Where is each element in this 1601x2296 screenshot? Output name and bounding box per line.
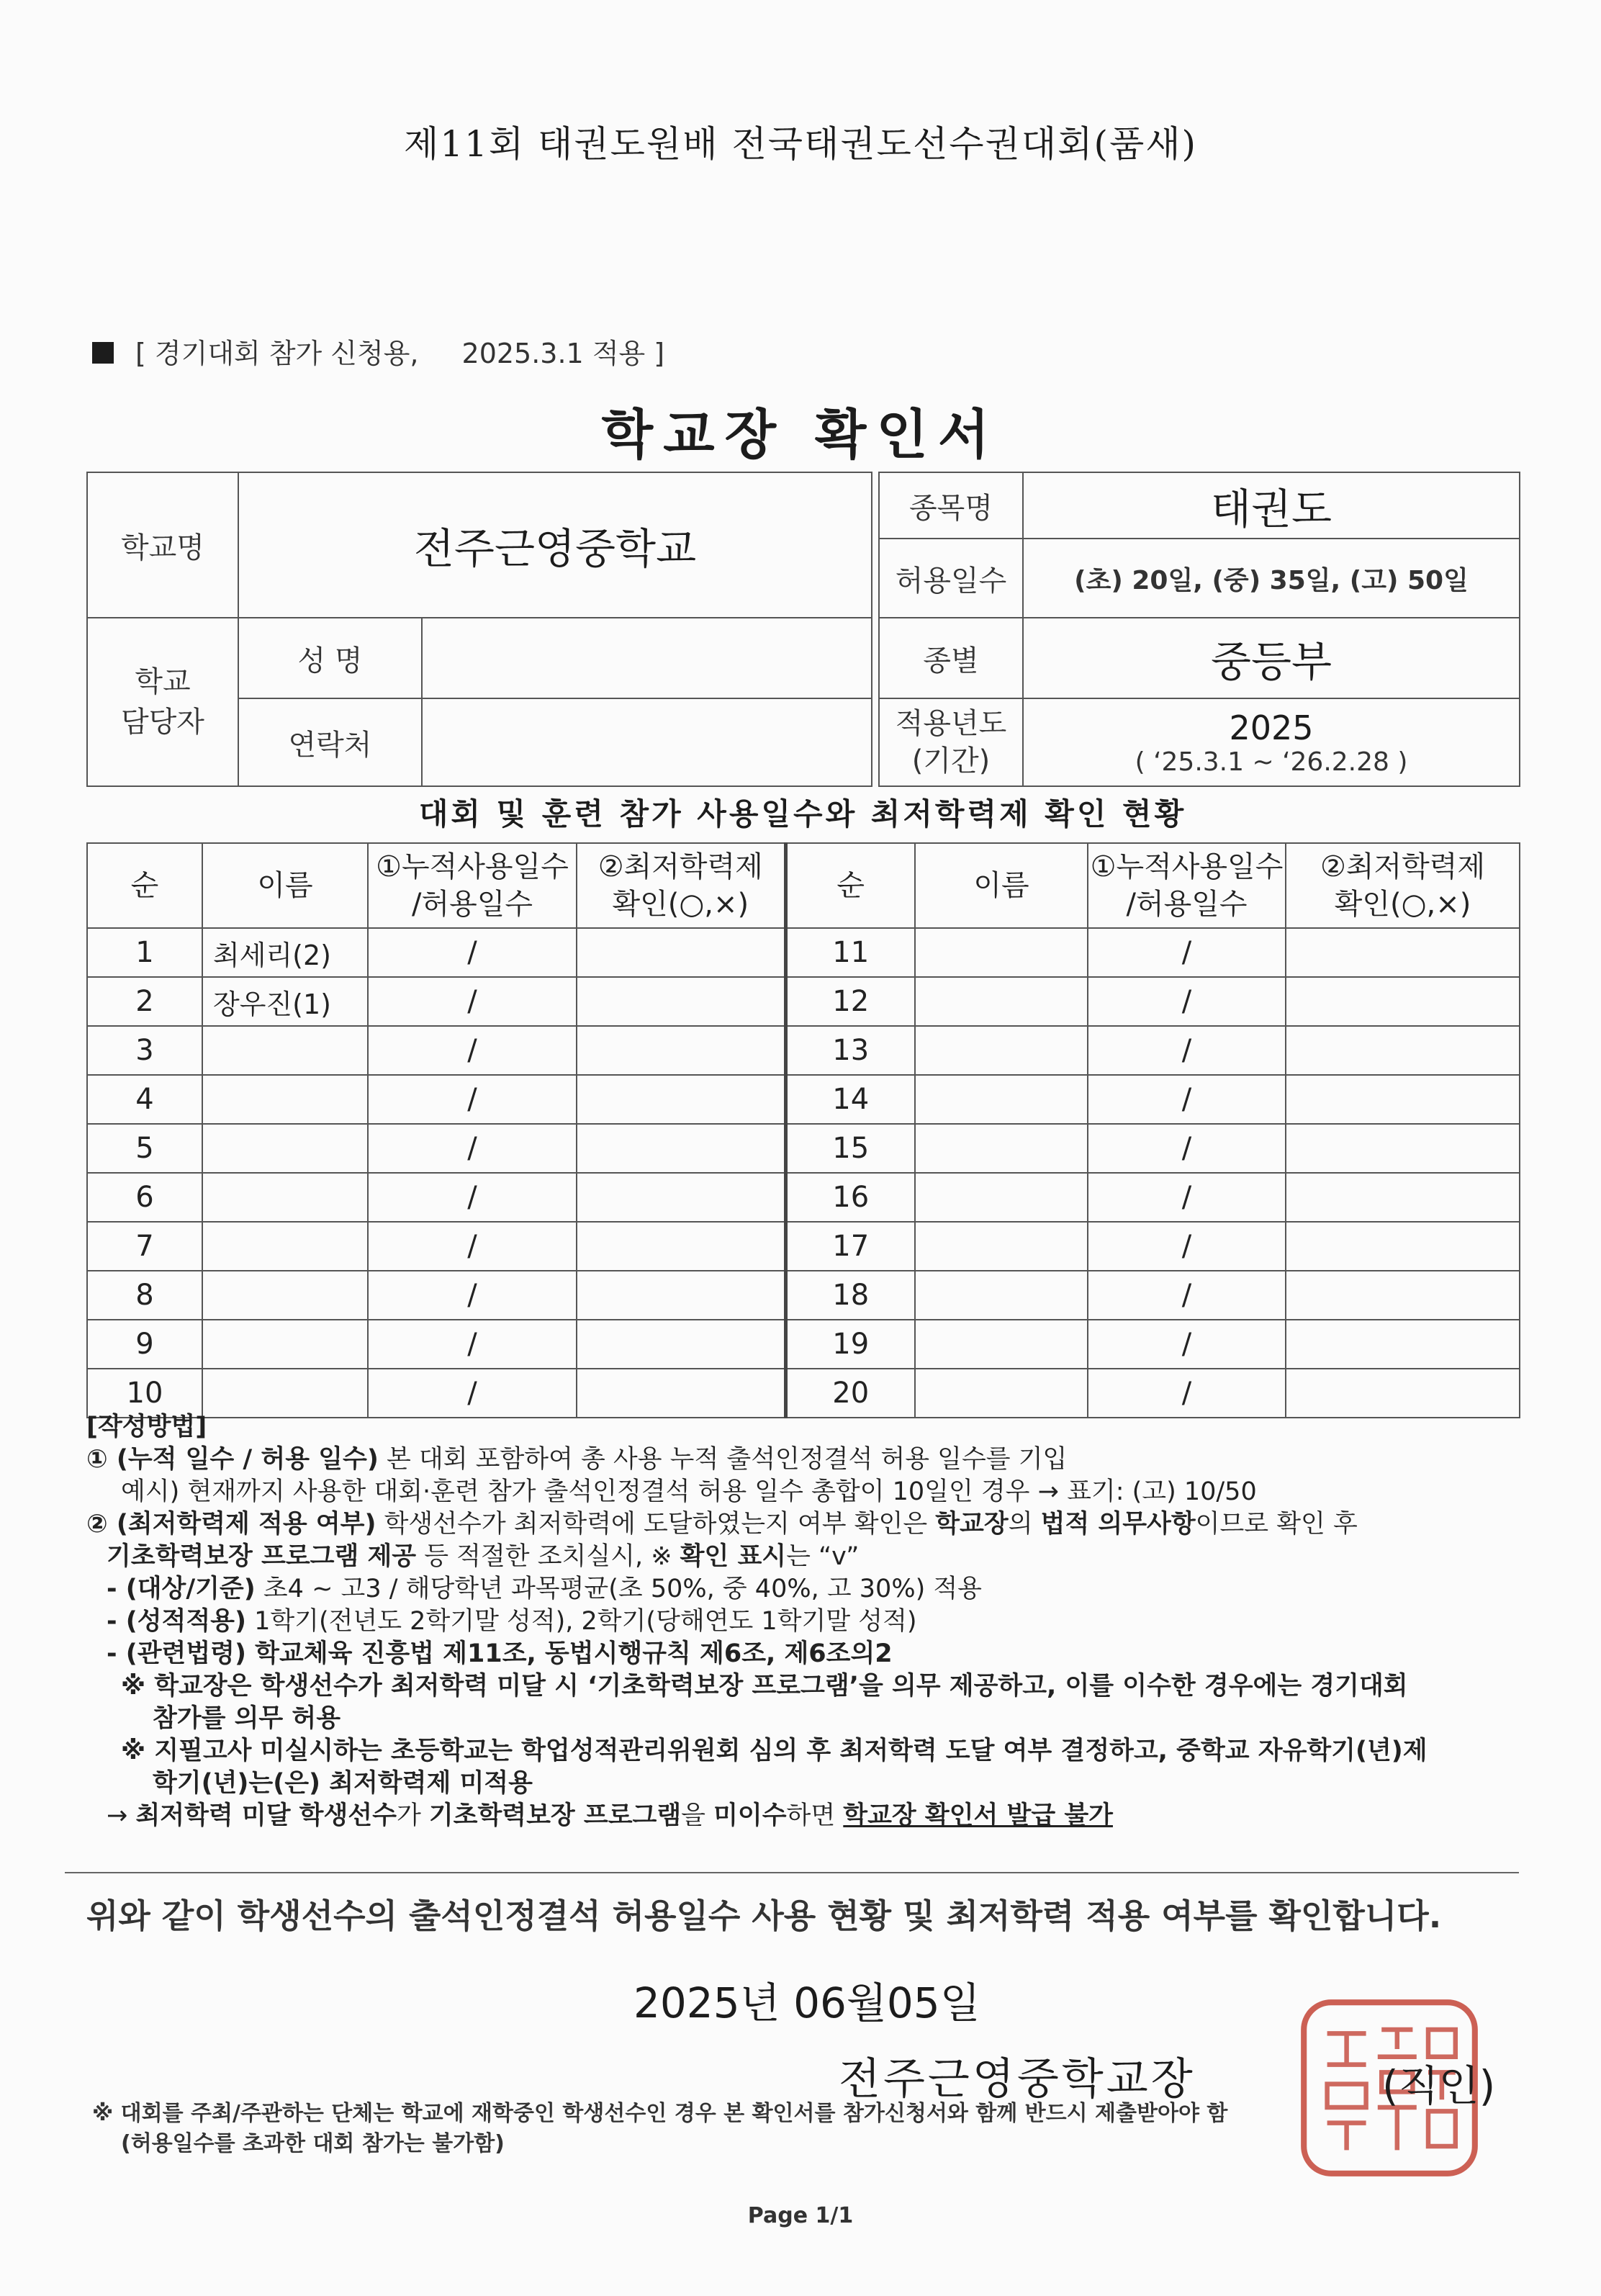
cell-academic[interactable] [1286, 1026, 1520, 1075]
cell-name[interactable]: 최세리(2) [202, 928, 368, 977]
contact-value[interactable] [422, 698, 872, 786]
table-row [87, 1075, 1520, 1124]
item2-bold: 학교장 [935, 1510, 1009, 1539]
cell-days[interactable]: / [1088, 1320, 1286, 1369]
item2-title: ② (최저학력제 적용 여부) [86, 1510, 376, 1539]
seal-label: (직인) [1382, 2061, 1496, 2110]
school-info-table [86, 472, 1520, 787]
cell-days[interactable]: / [1088, 977, 1286, 1026]
cell-name[interactable] [202, 1173, 368, 1222]
cell-no: 6 [87, 1173, 202, 1222]
cell-academic[interactable] [1286, 1369, 1520, 1418]
cell-name[interactable] [915, 977, 1088, 1026]
category-value: 중등부 [1023, 618, 1520, 698]
item2-text: 학생선수가 최저학력에 도달하였는지 여부 확인은 [376, 1510, 936, 1539]
cell-days[interactable]: / [368, 1124, 577, 1173]
target-text: 초4 ~ 고3 / 해당학년 과목평균(초 50%, 중 40%, 고 30%) 적용 [255, 1575, 982, 1603]
item2-bold: 법적 의무사항 [1040, 1510, 1196, 1539]
cell-name[interactable] [915, 1271, 1088, 1320]
allowed-days-label: 허용일수 [879, 539, 1023, 618]
table-row [87, 1320, 1520, 1369]
cell-name[interactable] [915, 1173, 1088, 1222]
arrow-text: 기초학력보장 프로그램 [428, 1801, 682, 1830]
cell-no: 4 [87, 1075, 202, 1124]
cell-days[interactable]: / [1088, 1369, 1286, 1418]
cell-days[interactable]: / [368, 1173, 577, 1222]
manager-label: 학교 담당자 [87, 618, 238, 786]
header-no: 순 [785, 843, 915, 928]
status-caption: 대회 및 훈련 참가 사용일수와 최저학력제 확인 현황 [418, 796, 1187, 832]
arrow-text: 을 [681, 1801, 714, 1830]
header-name: 이름 [915, 843, 1088, 928]
school-name-value: 전주근영중학교 [238, 472, 872, 618]
table-row [87, 1124, 1520, 1173]
table-row [87, 1026, 1520, 1075]
item1-text: 본 대회 포함하여 총 사용 누적 출석인정결석 허용 일수를 기입 [378, 1445, 1068, 1474]
cell-days[interactable]: / [368, 977, 577, 1026]
name-value[interactable] [422, 618, 872, 698]
cell-academic[interactable] [1286, 1124, 1520, 1173]
arrow-text: 가 [396, 1801, 429, 1830]
cell-academic[interactable] [577, 1075, 785, 1124]
cell-name[interactable] [915, 1320, 1088, 1369]
law-title: - (관련법령) [107, 1639, 246, 1668]
allowed-days-value: (초) 20일, (중) 35일, (고) 50일 [1023, 539, 1520, 618]
cell-name[interactable] [915, 928, 1088, 977]
header-days: ①누적사용일수 /허용일수 [1088, 843, 1286, 928]
school-name-label: 학교명 [87, 472, 238, 618]
header-name: 이름 [202, 843, 368, 928]
cell-academic[interactable] [577, 1369, 785, 1418]
principal-name: 전주근영중학교장 [839, 2054, 1196, 2104]
header-academic: ②최저학력제 확인(○,×) [577, 843, 785, 928]
cell-academic[interactable] [1286, 1271, 1520, 1320]
cell-name[interactable] [202, 1026, 368, 1075]
cell-no: 5 [87, 1124, 202, 1173]
cell-no: 19 [785, 1320, 915, 1369]
cell-name[interactable] [202, 1075, 368, 1124]
target-title: - (대상/기준) [107, 1575, 256, 1603]
sport-label: 종목명 [879, 472, 1023, 539]
category-label: 종별 [879, 618, 1023, 698]
header-no: 순 [87, 843, 202, 928]
cell-academic[interactable] [577, 1271, 785, 1320]
roster-header-row [87, 843, 1520, 928]
instructions-heading: [작성방법] [86, 1413, 207, 1441]
cell-days[interactable]: / [368, 1320, 577, 1369]
note2-line2: 학기(년)는(은) 최저학력제 미적용 [153, 1769, 533, 1798]
roster-table [86, 842, 1520, 1418]
cell-days[interactable]: / [368, 1222, 577, 1271]
cell-academic[interactable] [1286, 1075, 1520, 1124]
grade-title: - (성적적용) [107, 1607, 246, 1636]
cell-no: 13 [785, 1026, 915, 1075]
arrow-text: 최저학력 미달 학생선수 [135, 1801, 397, 1830]
square-bullet-icon [92, 342, 114, 364]
cell-days[interactable]: / [1088, 1026, 1286, 1075]
contact-label: 연락처 [238, 698, 422, 786]
issue-date: 2025년 06월05일 [633, 1978, 980, 2027]
period-value: ( ‘25.3.1 ~ ‘26.2.28 ) [1135, 747, 1408, 777]
cell-name[interactable] [202, 1320, 368, 1369]
note1-line2: 참가를 의무 허용 [153, 1704, 341, 1733]
table-row [87, 1222, 1520, 1271]
cell-academic[interactable] [1286, 928, 1520, 977]
cell-no: 16 [785, 1173, 915, 1222]
note1-line1: ※ 학교장은 학생선수가 최저학력 미달 시 ‘기초학력보장 프로그램’을 의무 제공하고, 이를 이수한 경우에는 경기대회 [121, 1672, 1408, 1701]
cell-academic[interactable] [577, 1124, 785, 1173]
sport-value: 태권도 [1023, 472, 1520, 539]
cell-days[interactable]: / [1088, 1271, 1286, 1320]
cell-academic[interactable] [1286, 1320, 1520, 1369]
cell-no: 18 [785, 1271, 915, 1320]
note2-line1: ※ 지필고사 미실시하는 초등학교는 학업성적관리위원회 심의 후 최저학력 도달 여부 결정하고, 중학교 자유학기(년)제 [121, 1737, 1428, 1765]
footnote [92, 2099, 1532, 2159]
page-number: Page 1/1 [747, 2203, 854, 2228]
item2-line2-bold: 기초학력보장 프로그램 제공 [107, 1542, 417, 1571]
cell-name[interactable] [202, 1369, 368, 1418]
cell-days[interactable]: / [1088, 1075, 1286, 1124]
law-text: 학교체육 진흥법 제11조, 동법시행규칙 제6조, 제6조의2 [245, 1639, 893, 1668]
cell-academic[interactable] [577, 1222, 785, 1271]
cell-no: 1 [87, 928, 202, 977]
cell-name[interactable]: 장우진(1) [202, 977, 368, 1026]
cell-name[interactable] [202, 1271, 368, 1320]
cell-academic[interactable] [577, 1173, 785, 1222]
footnote-line: ※ 대회를 주최/주관하는 단체는 학교에 재학중인 학생선수인 경우 본 확인서를 참가신청서와 함께 반드시 제출받아야 함 [92, 2101, 1228, 2126]
table-row [87, 1369, 1520, 1418]
arrow-icon: → [107, 1801, 136, 1830]
cell-days[interactable]: / [368, 1271, 577, 1320]
arrow-text: 학교장 확인서 발급 불가 [843, 1801, 1113, 1830]
cell-name[interactable] [202, 1124, 368, 1173]
table-gap [872, 472, 879, 786]
cell-no: 2 [87, 977, 202, 1026]
cell-no: 3 [87, 1026, 202, 1075]
grade-text: 1학기(전년도 2학기말 성적), 2학기(당해연도 1학기말 성적) [245, 1607, 917, 1636]
header-academic: ②최저학력제 확인(○,×) [1286, 843, 1520, 928]
cell-no: 14 [785, 1075, 915, 1124]
cell-academic[interactable] [577, 1320, 785, 1369]
application-note [92, 331, 664, 371]
footnote-line: (허용일수를 초과한 대회 참가는 불가함) [121, 2131, 505, 2156]
table-row [87, 1271, 1520, 1320]
cell-academic[interactable] [1286, 1222, 1520, 1271]
document-title: 학교장 확인서 [601, 404, 1000, 466]
cell-no: 11 [785, 928, 915, 977]
cell-days[interactable]: / [1088, 928, 1286, 977]
item2-text: 의 [1008, 1510, 1041, 1539]
cell-academic[interactable] [577, 1026, 785, 1075]
year-label: 적용년도 (기간) [879, 698, 1023, 786]
table-row [87, 928, 1520, 977]
cell-name[interactable] [915, 1222, 1088, 1271]
cell-no: 7 [87, 1222, 202, 1271]
cell-name[interactable] [915, 1369, 1088, 1418]
arrow-text: 미이수 [713, 1801, 787, 1830]
item1-example: 예시) 현재까지 사용한 대회·훈련 참가 출석인정결석 허용 일수 총합이 10일인 경우 → 표기: (고) 10/50 [121, 1477, 1257, 1506]
event-title: 제11회 태권도원배 전국태권도선수권대회(품새) [403, 123, 1198, 165]
cell-academic[interactable] [577, 977, 785, 1026]
item1-title: ① (누적 일수 / 허용 일수) [86, 1445, 379, 1474]
cell-no: 8 [87, 1271, 202, 1320]
cell-days[interactable]: / [1088, 1173, 1286, 1222]
cell-name[interactable] [915, 1026, 1088, 1075]
item2-line2-bold: 확인 표시 [680, 1542, 787, 1571]
cell-name[interactable] [915, 1124, 1088, 1173]
confirmation-statement: 위와 같이 학생선수의 출석인정결석 허용일수 사용 현황 및 최저학력 적용 여부를 확인합니다. [86, 1896, 1442, 1935]
cell-academic[interactable] [577, 928, 785, 977]
cell-no: 17 [785, 1222, 915, 1271]
cell-days[interactable]: / [1088, 1222, 1286, 1271]
application-date: 2025.3.1 적용 ] [461, 338, 665, 369]
cell-name[interactable] [202, 1222, 368, 1271]
year-cell [1023, 698, 1520, 786]
roster-body [87, 928, 1520, 1418]
cell-days[interactable]: / [1088, 1124, 1286, 1173]
header-days: ①누적사용일수 /허용일수 [368, 843, 577, 928]
application-note-text: [ 경기대회 참가 신청용, [135, 338, 419, 369]
instructions [86, 1411, 1526, 1832]
year-value: 2025 [1229, 708, 1314, 747]
cell-days[interactable]: / [368, 1369, 577, 1418]
cell-days[interactable]: / [368, 1026, 577, 1075]
cell-academic[interactable] [1286, 977, 1520, 1026]
cell-no: 9 [87, 1320, 202, 1369]
table-row [87, 1173, 1520, 1222]
cell-days[interactable]: / [368, 928, 577, 977]
cell-no: 12 [785, 977, 915, 1026]
divider [65, 1872, 1519, 1873]
item2-line2-text: 등 적절한 조치실시, ※ [416, 1542, 680, 1571]
item2-line2-text: 는 “v” [786, 1542, 860, 1571]
item2-text: 이므로 확인 후 [1195, 1510, 1358, 1539]
cell-days[interactable]: / [368, 1075, 577, 1124]
cell-no: 20 [785, 1369, 915, 1418]
name-label: 성 명 [238, 618, 422, 698]
cell-name[interactable] [915, 1075, 1088, 1124]
arrow-text: 하면 [786, 1801, 844, 1830]
cell-no: 10 [87, 1369, 202, 1418]
cell-no: 15 [785, 1124, 915, 1173]
cell-academic[interactable] [1286, 1173, 1520, 1222]
table-row [87, 977, 1520, 1026]
